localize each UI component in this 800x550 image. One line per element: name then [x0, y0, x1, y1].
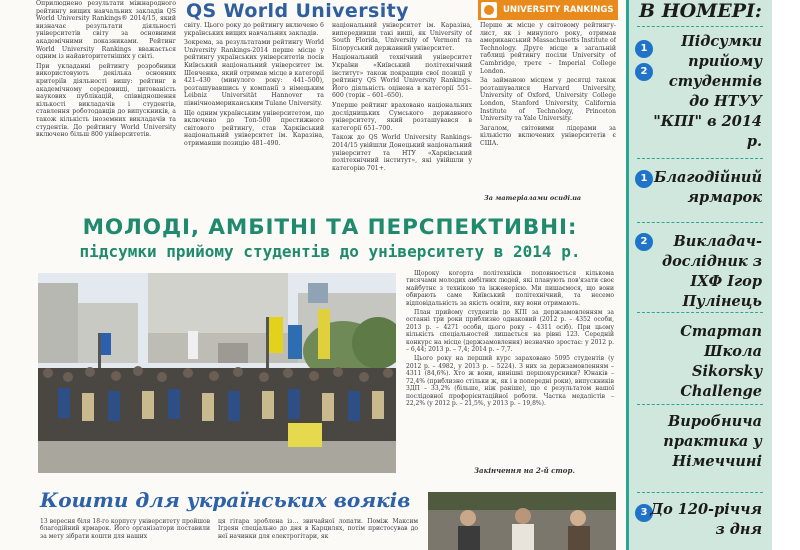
qs-rankings-logo — [478, 0, 618, 20]
article-paragraph: Щороку когорта політехніків поповнюється кількома тисячами молодих амбітних людей, які планують пов'язати своє майбутнє з технікою та інженерією. Ми пишаємося, що вони обирають саме Київський політехнічний, та несемо відповідальність за якість освіти, яку вони отримають. — [406, 270, 614, 307]
main-column — [36, 0, 616, 550]
sidebar-item-admission[interactable]: Підсумки прийому студентів до НТУУ "КПІ" в 2014 р. — [653, 33, 762, 150]
qs-paragraph: За займаною місцем у десятці також розташувалися Harvard University, University of Oxford, University College London, Stanford University, California Institute of Technology, Princeton University та Yale University. — [480, 77, 616, 123]
article-paragraph: Цього року на перший курс зараховано 5095 студентів (у 2012 р. – 4982, у 2013 р. – 5224). З них за держзамовленням – 4311 (84,6%). Хто ж вони, нинішні першокурсники? Юнаків – 72,4% (приблизно стільки ж, як і в попередні роки), випускників ЗДП – 33,2% (більше, ніж раніше), що є результатом нашої послідовної профорієнтаційної роботи. Частка медалістів – 22,2% (у 2012 р. – 21,5%, у 2013 р. – 19,8%). — [406, 355, 614, 407]
sidebar-item-charity-fair[interactable]: Благодійний ярмарок — [653, 169, 762, 206]
sidebar-item-internship[interactable]: Виробнича практика у Німеччині — [663, 413, 762, 470]
main-subheadline: підсумки прийому студентів до університету в 2014 р. — [79, 242, 581, 261]
fair-photo-illustration — [428, 492, 616, 550]
qs-paragraph: Перше ж місце у світовому рейтингу-лист, як і минулого року, отримав американський Massachusetts Institute of Technology. Друге місце в загальній таблиці рейтингу посіли University of Cambridge, третє – Imperial College London. — [480, 22, 616, 75]
section2-col2: ця гітара зроблена із… звичайної лопати. Поміж Максим Ігдеян спеціально до дня в Карцилях, потім пристосував до неї начинки для електрогітари, як — [218, 518, 418, 540]
in-this-issue-sidebar — [626, 0, 772, 550]
qs-paragraph: Національний технічний університет України «Київський політехнічний інститут» також покращив свої позиції у рейтингу QS World University Rankings. Його діяльність оцінена в категорії 551–600 (торік – 601–650). — [332, 54, 472, 100]
qs-paragraph: світу. Цього року до рейтингу включено 6 українських вищих навчальних закладів. — [184, 22, 324, 37]
sidebar-divider — [637, 158, 763, 159]
qs-article-col3 — [332, 22, 472, 237]
qs-article-col4 — [480, 22, 616, 237]
qs-paragraph: Ще одним українським університетом, що включено до Топ-500 престижного світового рейтингу, став Харківський національний університет ім. Каразіна, отримавши позицію 481–490. — [184, 109, 324, 147]
sidebar-item-researcher[interactable]: Викладач-дослідник з ІХФ Ігор Пулінець — [661, 233, 762, 310]
page-margin — [772, 0, 800, 550]
rankings-logo-icon — [481, 2, 497, 18]
qs-paragraph: Уперше рейтинг враховано національних дослідницьких Сумського державного університету, який розташувався в категорії 651–700. — [332, 101, 472, 132]
rankings-logo-text: UNIVERSITY RANKINGS — [503, 4, 614, 15]
qs-paragraph: національний університет ім. Каразіна, випередивши такі виші, як University of South Florida, University of Vermont та Білоруський державний університет. — [332, 22, 472, 52]
qs-paragraph: При укладанні рейтингу розробники використовують декілька основних критеріїв діяльності вишу: рейтинг в академічному середовищі, цитованість наукових публікацій, співвідношення кількості викладачів і студентів, ставлення роботодавців до випускників, а також кількість іноземних викладачів та студентів. До рейтингу World University включено більш 800 університетів. — [36, 62, 176, 139]
page-number-badge: 2 — [635, 63, 653, 81]
sidebar-item-anniversary[interactable]: До 120-річчя з дня — [650, 501, 762, 538]
qs-article-col2 — [184, 22, 324, 237]
page-number-badge: 3 — [635, 504, 653, 522]
crowd-photo-illustration — [38, 273, 396, 473]
qs-paragraph: Зокрема, за результатами рейтингу World University Rankings-2014 перше місце у рейтингу українських університетів посів Київський національний університет ім. Шевченка, який отримав місце в категорії 421–430 (минулого року: 441–500), розташувавшись у компанії з німецьким Leibniz Universität Hannover та північноамериканським Tulane University. — [184, 39, 324, 107]
sidebar-divider — [637, 222, 763, 223]
main-headline: МОЛОДІ, АМБІТНІ ТА ПЕРСПЕКТИВНІ: — [82, 215, 578, 240]
page-number-badge: 1 — [635, 170, 653, 188]
sidebar-divider — [637, 26, 763, 27]
page-number-badge: 1 — [635, 40, 653, 58]
sidebar-item-startup-school[interactable]: Стартап Школа Sikorsky Challenge — [680, 323, 762, 400]
sidebar-title: В НОМЕРІ: — [639, 0, 762, 22]
continued-note: Закінчення на 2-й стор. — [474, 466, 575, 475]
section2-col1: 13 вересня біля 18-го корпусу університету пройшов благодійний ярмарок. Його організатори поставили за мету зібрати кошти для наших — [40, 518, 210, 540]
sidebar-divider — [637, 404, 763, 405]
sidebar-divider — [637, 492, 763, 493]
article-paragraph: План прийому студентів до КПІ за держзамовленням за останні три роки приблизно однаковий (2012 р. – 4352 особи, 2013 р. – 4271 особи, цього року – 4311 осіб). При цьому кількість спеціальностей лишається на рівні 123. Середній конкурс на місце (держзамовлення) незначно зростає: у 2012 р. – 6,44; 2013 р. – 7,4; 2014 р. – 7,7. — [406, 309, 614, 354]
crowd-photo — [38, 273, 396, 473]
qs-paragraph: Оприлюднено результати міжнародного рейтингу вищих навчальних закладів QS World University Rankings® 2014/15, який визначає результати діяльності університетів світу за основними академічними показниками. Рейтинг World University Rankings вважається одним із найавторитетніших у світі. — [36, 0, 176, 61]
qs-article-title: QS World University — [186, 0, 409, 22]
section2-title: Кошти для українських вояків — [40, 488, 411, 512]
qs-source-note: За матеріалами осиді.ua — [484, 194, 582, 202]
page-number-badge: 2 — [635, 233, 653, 251]
qs-article-col1 — [36, 0, 176, 215]
admission-article-text — [406, 270, 614, 470]
fair-photo — [428, 492, 616, 550]
sidebar-divider — [637, 312, 763, 313]
qs-paragraph: Також до QS World University Rankings-2014/15 увійшли Донецький національний університет та НТУ «Харківський політехнічний інститут», які увійшли у категорію 701+. — [332, 134, 472, 172]
qs-paragraph: Загалом, світовими лідерами за кількістю включених університетів є США. — [480, 124, 616, 147]
